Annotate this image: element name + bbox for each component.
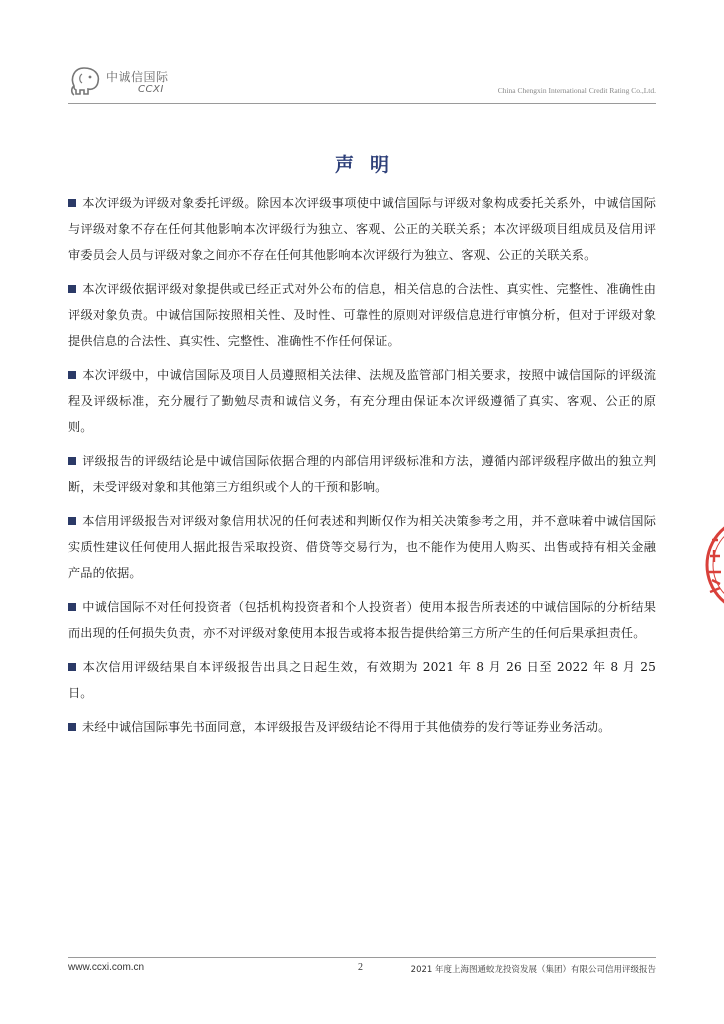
statement-text: 本次信用评级结果自本评级报告出具之日起生效，有效期为 2021 年 8 月 26 日至 2022 年 8 月 25 日。 [68, 660, 656, 700]
statement-item [68, 714, 656, 740]
footer-divider [68, 957, 656, 958]
bullet-square-icon [68, 663, 76, 671]
page-number: 2 [358, 962, 363, 973]
header-divider [68, 103, 656, 104]
statement-item [68, 508, 656, 586]
bullet-square-icon [68, 457, 76, 465]
logo-english-text: CCXI [138, 84, 164, 95]
bullet-square-icon [68, 199, 76, 207]
footer-report-title: 2021 年度上海图通蛟龙投资发展（集团）有限公司信用评级报告 [410, 965, 656, 975]
statement-text: 本信用评级报告对评级对象信用状况的任何表述和判断仅作为相关决策参考之用，并不意味着中诚信国际实质性建议任何使用人据此报告采取投资、借贷等交易行为，也不能作为使用人购买、出售或持有相关金融产品的依据。 [68, 514, 656, 580]
elephant-logo-icon [68, 64, 104, 98]
statement-item [68, 190, 656, 268]
statement-text: 本次评级为评级对象委托评级。除因本次评级事项使中诚信国际与评级对象构成委托关系外，中诚信国际与评级对象不存在任何其他影响本次评级行为独立、客观、公正的关联关系；本次评级项目组成员及信用评审委员会人员与评级对象之间亦不存在任何其他影响本次评级行为独立、客观、公正的关联关系。 [68, 196, 656, 262]
page-header [68, 62, 656, 102]
statement-item [68, 276, 656, 354]
company-logo [68, 62, 178, 102]
statement-list [68, 190, 656, 748]
bullet-square-icon [68, 371, 76, 379]
statement-text: 本次评级中，中诚信国际及项目人员遵照相关法律、法规及监管部门相关要求，按照中诚信国际的评级流程及评级标准，充分履行了勤勉尽责和诚信义务，有充分理由保证本次评级遵循了真实、客观、公正的原则。 [68, 368, 656, 434]
statement-item [68, 362, 656, 440]
bullet-square-icon [68, 517, 76, 525]
statement-text: 评级报告的评级结论是中诚信国际依据合理的内部信用评级标准和方法，遵循内部评级程序做出的独立判断，未受评级对象和其他第三方组织或个人的干预和影响。 [68, 454, 656, 494]
logo-chinese-text: 中诚信国际 [106, 70, 169, 84]
footer-website: www.ccxi.com.cn [68, 962, 145, 973]
statement-item [68, 654, 656, 706]
bullet-square-icon [68, 603, 76, 611]
statement-text: 未经中诚信国际事先书面同意，本评级报告及评级结论不得用于其他债券的发行等证券业务活动。 [82, 720, 611, 734]
company-seal-icon [700, 510, 724, 620]
statement-text: 本次评级依据评级对象提供或已经正式对外公布的信息，相关信息的合法性、真实性、完整性、准确性由评级对象负责。中诚信国际按照相关性、及时性、可靠性的原则对评级信息进行审慎分析，但对于评级对象提供信息的合法性、真实性、完整性、准确性不作任何保证。 [68, 282, 656, 348]
company-english-name: China Chengxin International Credit Rating Co.,Ltd. [497, 86, 656, 95]
statement-item [68, 594, 656, 646]
bullet-square-icon [68, 723, 76, 731]
statement-item [68, 448, 656, 500]
statement-text: 中诚信国际不对任何投资者（包括机构投资者和个人投资者）使用本报告所表述的中诚信国际的分析结果而出现的任何损失负责，亦不对评级对象使用本报告或将本报告提供给第三方所产生的任何后果承担责任。 [68, 600, 656, 640]
bullet-square-icon [68, 285, 76, 293]
page-title: 声明 [334, 154, 405, 176]
